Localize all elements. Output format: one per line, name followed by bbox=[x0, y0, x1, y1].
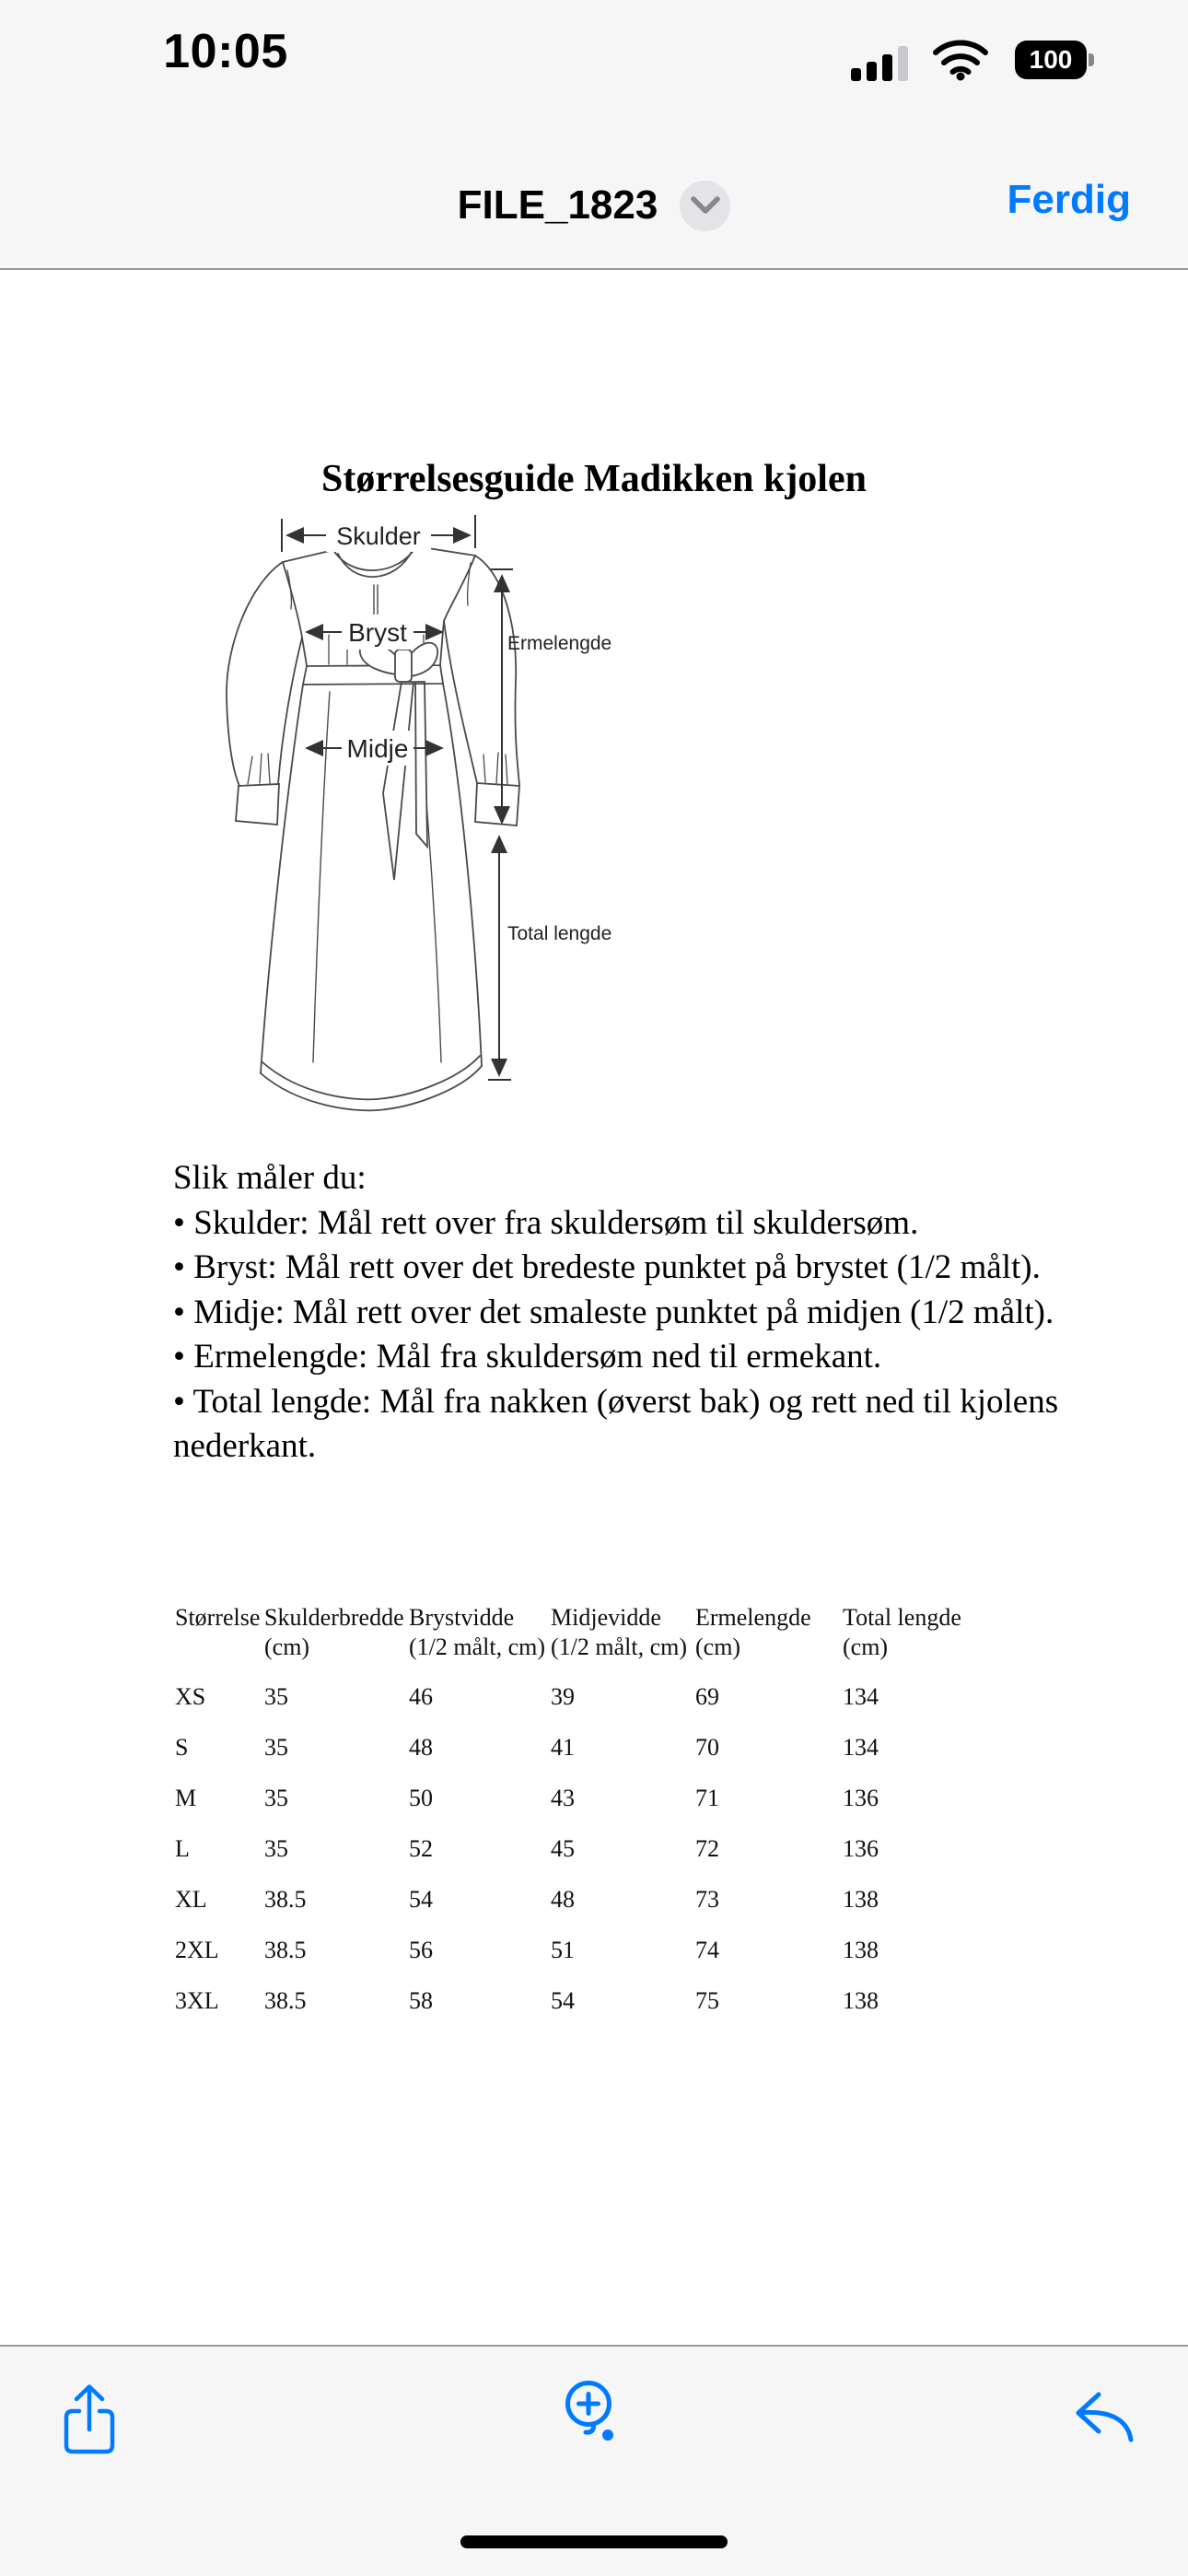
wifi-icon bbox=[932, 39, 989, 81]
table-row: XL 38.5 54 48 73 138 bbox=[175, 1886, 879, 1913]
zoom-in-icon bbox=[560, 2378, 628, 2444]
title-menu-button[interactable] bbox=[680, 181, 730, 231]
instruction-item: • Ermelengde: Mål fra skuldersøm ned til ermekant. bbox=[173, 1338, 882, 1376]
status-time: 10:05 bbox=[163, 25, 288, 78]
waist-label: Midje bbox=[346, 734, 409, 763]
chevron-down-icon bbox=[690, 195, 721, 216]
bust-label: Bryst bbox=[348, 618, 407, 647]
measuring-instructions bbox=[173, 1156, 1085, 1469]
table-row: 3XL 38.5 58 54 75 138 bbox=[175, 1987, 879, 2014]
document-title: Størrelsesguide Madikken kjolen bbox=[321, 458, 867, 500]
cellular-signal-icon bbox=[851, 42, 915, 81]
instruction-item: • Bryst: Mål rett over det bredeste punktet på brystet (1/2 målt). bbox=[173, 1248, 1041, 1286]
home-indicator[interactable] bbox=[460, 2535, 728, 2548]
table-row: M 35 50 43 71 136 bbox=[175, 1785, 879, 1811]
share-button[interactable] bbox=[59, 2382, 120, 2462]
size-table-header: Størrelse Skulderbredde (cm) Brystvidde (1/2 målt, cm) Midjevidde (1/2 målt, cm) Ermelengde (cm) Total lengde (cm) bbox=[175, 1604, 961, 1660]
battery-icon bbox=[1015, 41, 1096, 79]
instructions-heading: Slik måler du: bbox=[173, 1159, 367, 1197]
instruction-item: • Skulder: Mål rett over fra skuldersøm til skuldersøm. bbox=[173, 1203, 919, 1242]
done-button[interactable]: Ferdig bbox=[1007, 177, 1131, 222]
instruction-item: • Total lengde: Mål fra nakken (øverst bak) og rett ned til kjolens nederkant. bbox=[173, 1382, 1059, 1465]
table-row: L 35 52 45 72 136 bbox=[175, 1835, 879, 1862]
sleeve-length-label: Ermelengde bbox=[507, 633, 612, 654]
file-title: FILE_1823 bbox=[457, 182, 658, 228]
shoulder-label: Skulder bbox=[336, 522, 421, 550]
share-icon bbox=[59, 2382, 120, 2459]
zoom-button[interactable] bbox=[560, 2378, 628, 2447]
bottom-toolbar bbox=[0, 2345, 1188, 2576]
table-row: 2XL 38.5 56 51 74 138 bbox=[175, 1937, 879, 1963]
size-table bbox=[175, 1603, 1018, 2038]
total-length-label: Total lengde bbox=[507, 923, 612, 944]
table-row: S 35 48 41 70 134 bbox=[175, 1734, 879, 1761]
battery-percent: 100 bbox=[1029, 45, 1073, 74]
reply-button[interactable] bbox=[1070, 2387, 1138, 2447]
top-chrome bbox=[0, 0, 1188, 270]
table-row: XS 35 46 39 69 134 bbox=[175, 1683, 879, 1710]
instruction-item: • Midje: Mål rett over det smaleste punktet på midjen (1/2 målt). bbox=[173, 1293, 1054, 1331]
dress-measurement-diagram bbox=[212, 511, 617, 1119]
reply-icon bbox=[1070, 2387, 1138, 2444]
